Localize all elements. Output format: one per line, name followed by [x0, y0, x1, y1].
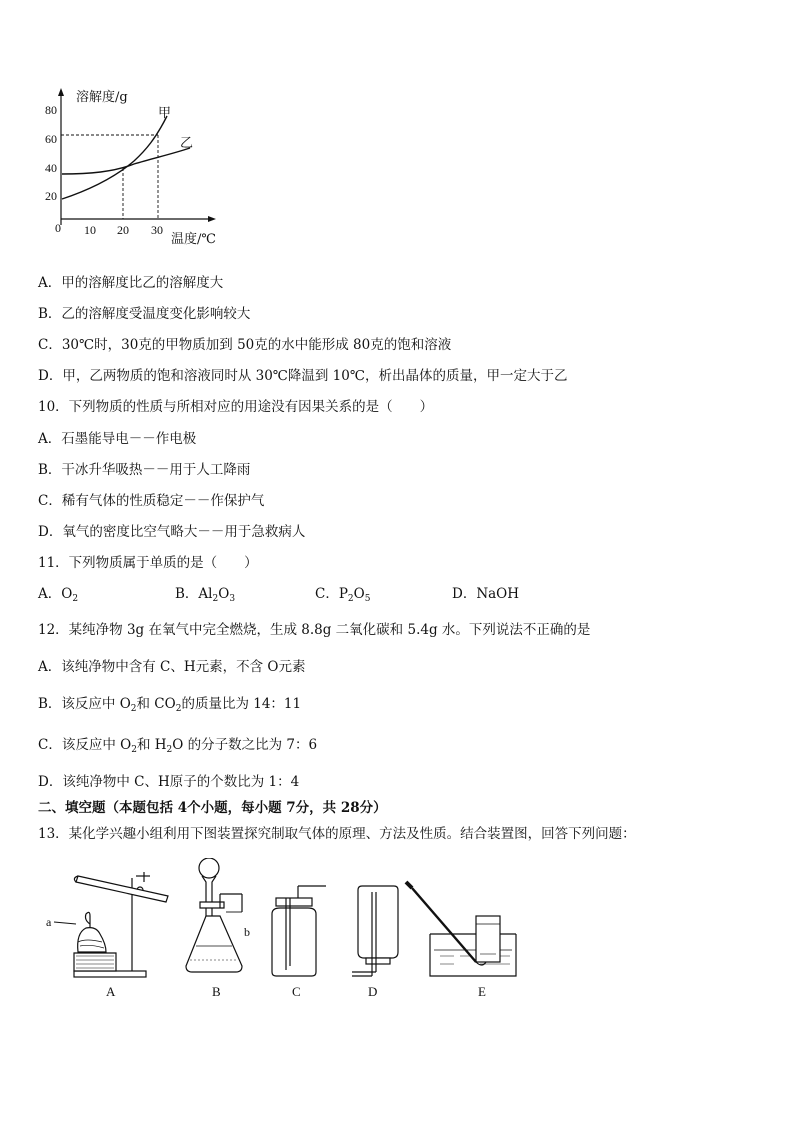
q12-option-a: A．该纯净物中含有 C、H元素，不含 O元素 [38, 659, 306, 675]
y-tick-60: 60 [45, 132, 57, 146]
x-tick-10: 10 [84, 223, 96, 237]
q9-option-a: A．甲的溶解度比乙的溶解度大 [38, 275, 224, 291]
section-2-heading: 二、填空题（本题包括 4个小题，每小题 7分，共 28分） [38, 800, 387, 816]
y-axis-label: 溶解度/g [76, 90, 128, 105]
q11-options [38, 582, 519, 602]
q10-option-d: D．氧气的密度比空气略大－－用于急救病人 [38, 524, 306, 540]
q12-option-c: C．该反应中 $O_2$和 $H_2O$ 的分子数之比为 7：6 [38, 737, 318, 755]
q12-stem: 12．某纯净物 3g 在氧气中完全燃烧，生成 8.8g 二氧化碳和 5.4g 水。下列说法不正确的是 [38, 622, 591, 638]
x-axis-arrow [208, 216, 216, 222]
curve-yi [62, 148, 190, 174]
origin-label: 0 [55, 221, 61, 235]
label-app-b: B [212, 984, 221, 999]
q13-stem: 13．某化学兴趣小组利用下图装置探究制取气体的原理、方法及性质。结合装置图，回答下列问题： [38, 826, 636, 842]
q9-option-b: B．乙的溶解度受温度变化影响较大 [38, 306, 251, 322]
label-b: b [244, 925, 250, 939]
label-app-d: D [368, 984, 378, 999]
curve-jia-label: 甲 [158, 106, 172, 121]
curve-jia [62, 116, 167, 199]
label-app-c: C [292, 984, 301, 999]
x-tick-30: 30 [151, 223, 163, 237]
q12-option-d: D．该纯净物中 C、H原子的个数比为 1：4 [38, 774, 300, 790]
q10-option-c: C．稀有气体的性质稳定－－作保护气 [38, 493, 265, 509]
q10-option-a: A．石墨能导电－－作电极 [38, 431, 197, 447]
q9-option-d: D．甲，乙两物质的饱和溶液同时从 30℃降温到 10℃，析出晶体的质量，甲一定大于乙 [38, 368, 568, 384]
solubility-graph [34, 82, 234, 252]
q11-option-c: C．$P_2O_5$ [315, 586, 371, 604]
q11-option-a: A．$O_2$ [38, 586, 79, 604]
y-tick-20: 20 [45, 189, 57, 203]
y-tick-40: 40 [45, 161, 57, 175]
q11-option-d: D．NaOH [452, 586, 520, 602]
apparatus-diagram [40, 858, 540, 1008]
label-a: a [46, 915, 52, 929]
apparatus-a [54, 872, 168, 977]
y-tick-80: 80 [45, 103, 57, 117]
x-axis-label: 温度/℃ [171, 232, 216, 247]
y-axis-arrow [58, 88, 64, 96]
apparatus-e [406, 882, 516, 976]
q11-stem: 11．下列物质属于单质的是（ ） [38, 555, 258, 571]
apparatus-b [186, 858, 242, 972]
q10-option-b: B．干冰升华吸热－－用于人工降雨 [38, 462, 251, 478]
q10-stem: 10．下列物质的性质与所相对应的用途没有因果关系的是（ ） [38, 399, 434, 415]
apparatus-c [272, 886, 326, 976]
label-app-e: E [478, 984, 486, 999]
label-app-a: A [106, 984, 116, 999]
q9-option-c: C．30℃时，30克的甲物质加到 50克的水中能形成 80克的饱和溶液 [38, 337, 452, 353]
q11-option-b: B．$Al_2O_3$ [175, 586, 236, 604]
apparatus-d [352, 886, 398, 976]
q12-option-b: B．该反应中 $O_2$和 $CO_2$的质量比为 14：11 [38, 696, 302, 714]
x-tick-20: 20 [117, 223, 129, 237]
curve-yi-label: 乙 [180, 136, 194, 151]
